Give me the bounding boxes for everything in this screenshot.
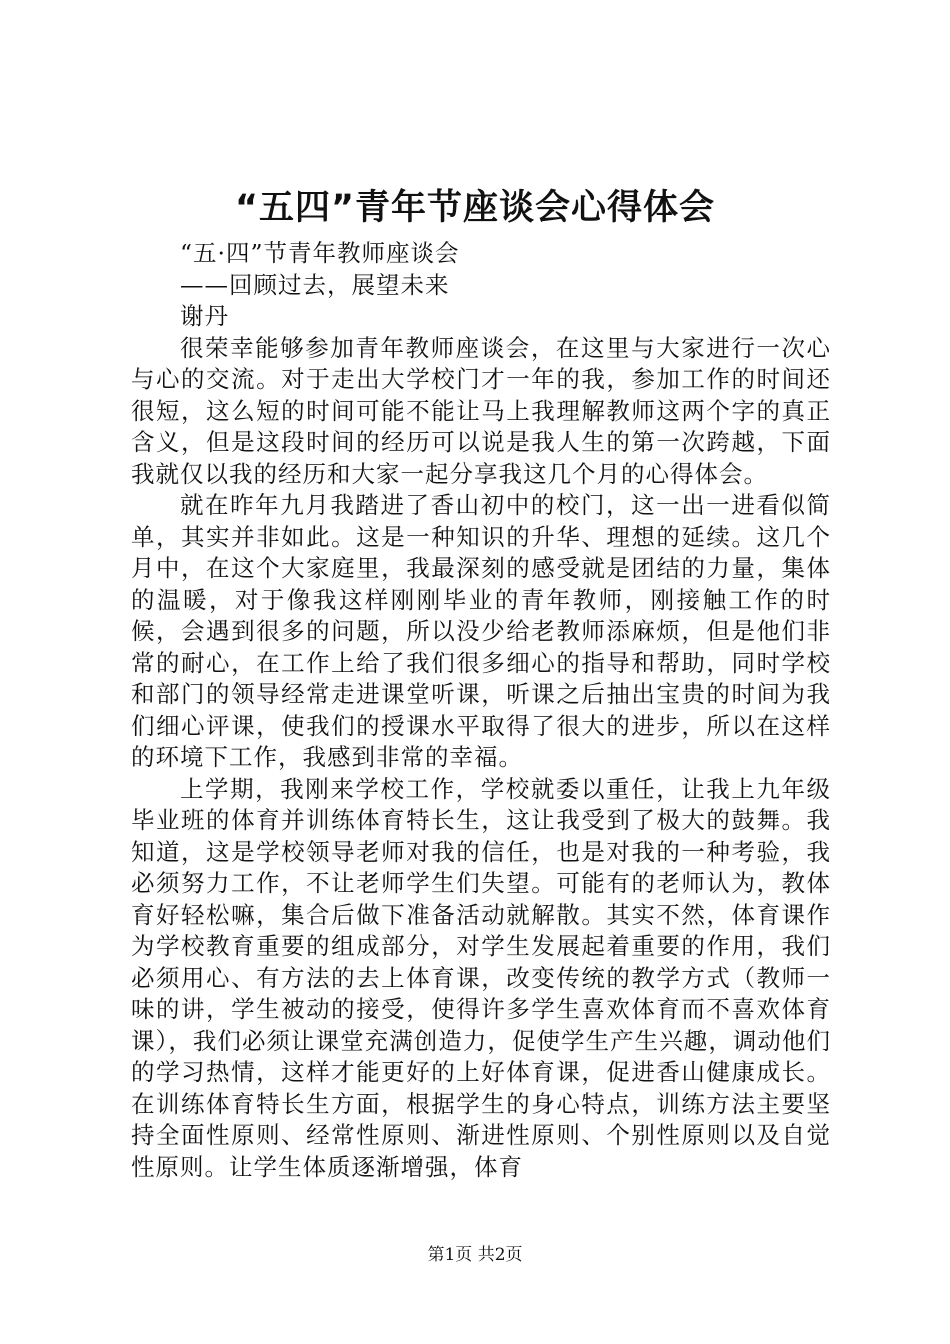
- paragraph-3: 上学期，我刚来学校工作，学校就委以重任，让我上九年级毕业班的体育并训练体育特长生，这让我受到了极大的鼓舞。我知道，这是学校领导老师对我的信任，也是对我的一种考验，我必须努力工作，不让老师学生们失望。可能有的老师认为，教体育好轻松嘛，集合后做下准备活动就解散。其实不然，体育课作为学校教育重要的组成部分，对学生发展起着重要的作用，我们必须用心、有方法的去上体育课，改变传统的教学方式（教师一味的讲，学生被动的接受，使得许多学生喜欢体育而不喜欢体育课），我们必须让课堂充满创造力，促使学生产生兴趣，调动他们的学习热情，这样才能更好的上好体育课，促进香山健康成长。在训练体育特长生方面，根据学生的身心特点，训练方法主要坚持全面性原则、经常性原则、渐进性原则、个别性原则以及自觉性原则。让学生体质逐渐增强，体育: [131, 774, 831, 1181]
- document-tagline: ——回顾过去，展望未来: [180, 270, 450, 299]
- paragraph-2: 就在昨年九月我踏进了香山初中的校门，这一出一进看似简单，其实并非如此。这是一种知识的升华、理想的延续。这几个月中，在这个大家庭里，我最深刻的感受就是团结的力量，集体的温暖，对于像我这样刚刚毕业的青年教师，刚接触工作的时候，会遇到很多的问题，所以没少给老教师添麻烦，但是他们非常的耐心，在工作上给了我们很多细心的指导和帮助，同时学校和部门的领导经常走进课堂听课，听课之后抽出宝贵的时间为我们细心评课，使我们的授课水平取得了很大的进步，所以在这样的环境下工作，我感到非常的幸福。: [131, 491, 831, 771]
- paragraph-1: 很荣幸能够参加青年教师座谈会，在这里与大家进行一次心与心的交流。对于走出大学校门才一年的我，参加工作的时间还很短，这么短的时间可能不能让马上我理解教师这两个字的真正含义，但是这段时间的经历可以说是我人生的第一次跨越，下面我就仅以我的经历和大家一起分享我这几个月的心得体会。: [131, 333, 831, 488]
- document-body: [131, 238, 831, 1183]
- document-author: 谢丹: [180, 302, 229, 330]
- document-title: “五四”青年节座谈会心得体会: [234, 188, 715, 228]
- document-subtitle: “五·四”节青年教师座谈会: [180, 239, 460, 267]
- page-indicator: 第1页 共2页: [427, 1245, 523, 1265]
